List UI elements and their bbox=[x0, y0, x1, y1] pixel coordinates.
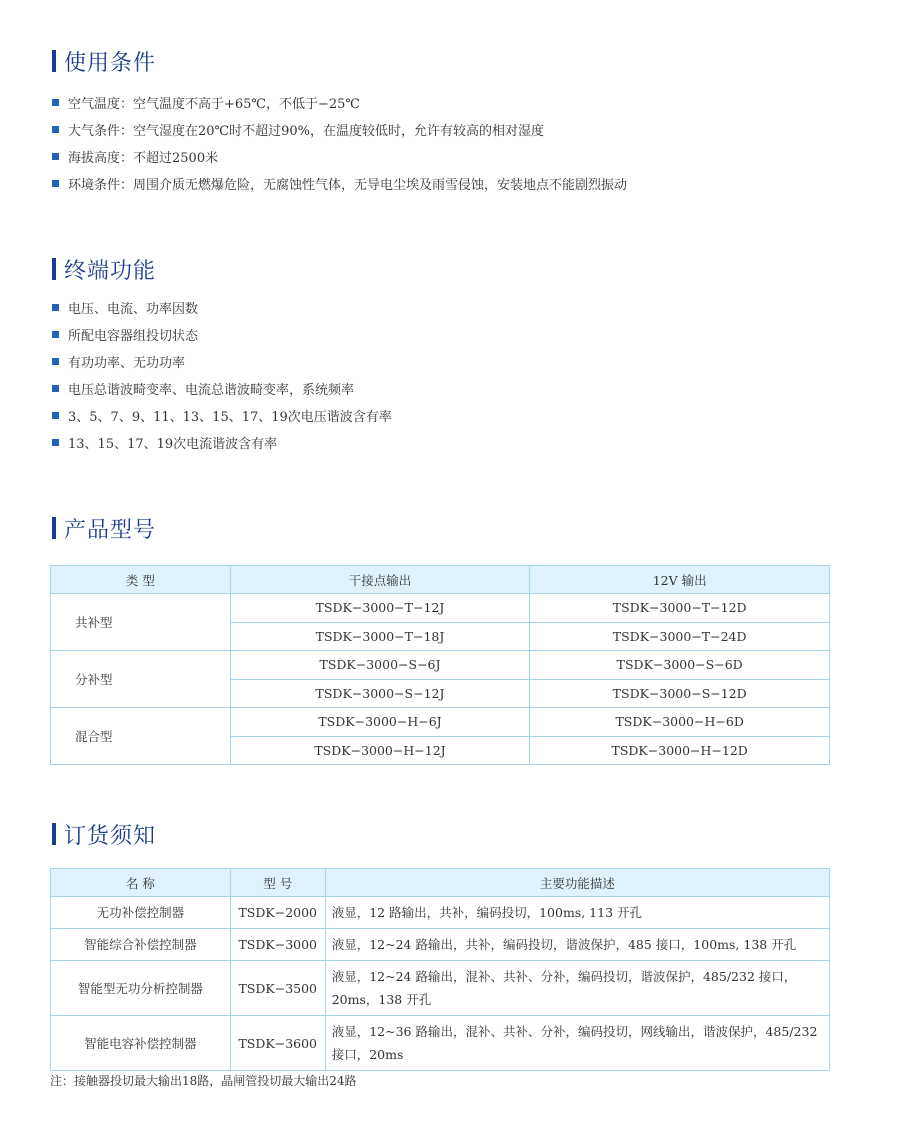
list-item: 海拔高度：不超过2500米 bbox=[52, 143, 627, 170]
section-title-text: 产品型号 bbox=[64, 517, 157, 543]
section-title-functions bbox=[52, 255, 156, 283]
section-title-conditions bbox=[52, 47, 156, 75]
dry-contact-model: TSDK−3000−S−6J bbox=[230, 651, 530, 680]
bullet-square-icon bbox=[52, 331, 59, 338]
column-header: 名 称 bbox=[51, 869, 231, 897]
bullet-square-icon bbox=[52, 304, 59, 311]
section-title-text: 订货须知 bbox=[64, 823, 157, 849]
table-row bbox=[51, 1016, 830, 1071]
bullet-square-icon bbox=[52, 439, 59, 446]
table-row bbox=[51, 929, 830, 961]
product-description: 液显，12~24 路输出，混补、共补、分补，编码投切，谐波保护，485/232 接口，20ms，138 开孔 bbox=[325, 961, 829, 1016]
title-bar-icon bbox=[52, 258, 56, 280]
column-header: 12V 输出 bbox=[530, 566, 830, 594]
product-name: 智能电容补偿控制器 bbox=[51, 1016, 231, 1071]
dry-contact-model: TSDK−3000−H−6J bbox=[230, 708, 530, 737]
section-title-text: 终端功能 bbox=[64, 258, 157, 284]
product-model: TSDK−3000 bbox=[230, 929, 325, 961]
bullet-square-icon bbox=[52, 358, 59, 365]
product-description: 液显，12 路输出，共补，编码投切，100ms, 113 开孔 bbox=[325, 897, 829, 929]
title-bar-icon bbox=[52, 823, 56, 845]
12v-model: TSDK−3000−T−12D bbox=[530, 594, 830, 623]
12v-model: TSDK−3000−S−6D bbox=[530, 651, 830, 680]
table-row bbox=[51, 708, 830, 737]
bullet-square-icon bbox=[52, 153, 59, 160]
dry-contact-model: TSDK−3000−T−12J bbox=[230, 594, 530, 623]
title-bar-icon bbox=[52, 517, 56, 539]
table-row bbox=[51, 651, 830, 680]
conditions-list bbox=[52, 89, 627, 197]
functions-list bbox=[52, 294, 392, 456]
ordering-table bbox=[50, 868, 830, 1071]
dry-contact-model: TSDK−3000−T−18J bbox=[230, 622, 530, 651]
product-model: TSDK−2000 bbox=[230, 897, 325, 929]
product-model: TSDK−3600 bbox=[230, 1016, 325, 1071]
list-item: 空气温度：空气温度不高于+65℃，不低于−25℃ bbox=[52, 89, 627, 116]
bullet-square-icon bbox=[52, 385, 59, 392]
product-name: 智能综合补偿控制器 bbox=[51, 929, 231, 961]
list-item: 大气条件：空气湿度在20℃时不超过90%，在温度较低时，允许有较高的相对湿度 bbox=[52, 116, 627, 143]
product-name: 无功补偿控制器 bbox=[51, 897, 231, 929]
bullet-square-icon bbox=[52, 412, 59, 419]
footnote: 注：接触器投切最大输出18路，晶闸管投切最大输出24路 bbox=[50, 1074, 357, 1088]
list-item: 电压、电流、功率因数 bbox=[52, 294, 392, 321]
product-description: 液显，12~24 路输出，共补，编码投切，谐波保护，485 接口，100ms, 138 开孔 bbox=[325, 929, 829, 961]
section-title-text: 使用条件 bbox=[64, 50, 157, 76]
table-header-row bbox=[51, 566, 830, 594]
list-item: 电压总谐波畸变率、电流总谐波畸变率，系统频率 bbox=[52, 375, 392, 402]
12v-model: TSDK−3000−H−6D bbox=[530, 708, 830, 737]
model-type-cell: 混合型 bbox=[51, 708, 231, 765]
product-model: TSDK−3500 bbox=[230, 961, 325, 1016]
dry-contact-model: TSDK−3000−S−12J bbox=[230, 679, 530, 708]
model-type-cell: 共补型 bbox=[51, 594, 231, 651]
model-type-cell: 分补型 bbox=[51, 651, 231, 708]
12v-model: TSDK−3000−H−12D bbox=[530, 736, 830, 765]
12v-model: TSDK−3000−S−12D bbox=[530, 679, 830, 708]
table-row bbox=[51, 961, 830, 1016]
dry-contact-model: TSDK−3000−H−12J bbox=[230, 736, 530, 765]
list-item: 所配电容器组投切状态 bbox=[52, 321, 392, 348]
list-item: 环境条件：周围介质无燃爆危险，无腐蚀性气体，无导电尘埃及雨雪侵蚀，安装地点不能剧烈振动 bbox=[52, 170, 627, 197]
column-header: 主要功能描述 bbox=[325, 869, 829, 897]
12v-model: TSDK−3000−T−24D bbox=[530, 622, 830, 651]
column-header: 类 型 bbox=[51, 566, 231, 594]
title-bar-icon bbox=[52, 50, 56, 72]
bullet-square-icon bbox=[52, 180, 59, 187]
list-item: 3、5、7、9、11、13、15、17、19次电压谐波含有率 bbox=[52, 402, 392, 429]
table-row bbox=[51, 897, 830, 929]
models-table bbox=[50, 565, 830, 765]
table-row bbox=[51, 594, 830, 623]
section-title-ordering bbox=[52, 820, 156, 848]
column-header: 干接点输出 bbox=[230, 566, 530, 594]
bullet-square-icon bbox=[52, 99, 59, 106]
table-header-row bbox=[51, 869, 830, 897]
column-header: 型 号 bbox=[230, 869, 325, 897]
section-title-models bbox=[52, 514, 156, 542]
product-description: 液显，12~36 路输出，混补、共补、分补，编码投切，网线输出，谐波保护，485/232 接口，20ms bbox=[325, 1016, 829, 1071]
list-item: 有功功率、无功功率 bbox=[52, 348, 392, 375]
list-item: 13、15、17、19次电流谐波含有率 bbox=[52, 429, 392, 456]
product-name: 智能型无功分析控制器 bbox=[51, 961, 231, 1016]
bullet-square-icon bbox=[52, 126, 59, 133]
